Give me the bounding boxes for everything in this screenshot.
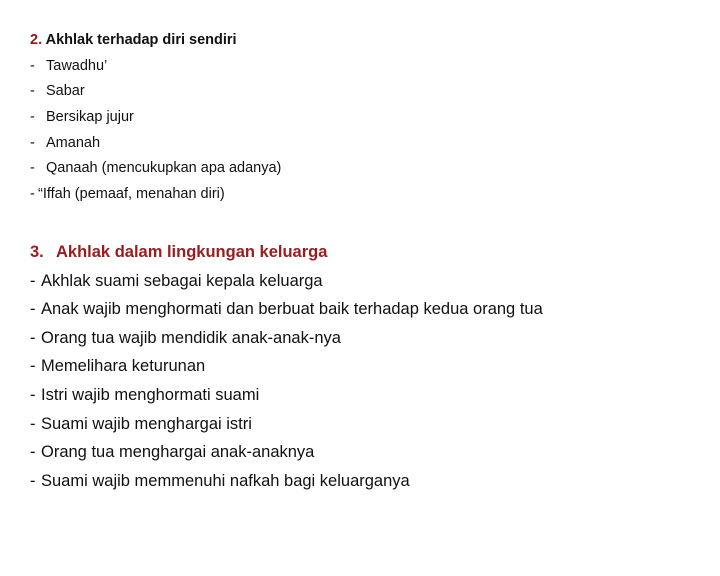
list-item-text: Orang tua menghargai anak-anaknya bbox=[41, 443, 315, 462]
list-item-text: Sabar bbox=[46, 83, 85, 100]
bullet-dash: - bbox=[30, 357, 36, 376]
section-heading bbox=[30, 28, 281, 54]
bullet-dash: - bbox=[30, 385, 36, 404]
bullet-dash: - bbox=[30, 300, 36, 319]
section-title: Akhlak terhadap diri sendiri bbox=[45, 32, 237, 48]
list-item-text: Suami wajib menghargai istri bbox=[41, 414, 252, 433]
list-item bbox=[30, 352, 543, 381]
list-item bbox=[30, 295, 543, 324]
section-heading bbox=[30, 238, 543, 267]
list-item-text: Amanah bbox=[46, 134, 101, 151]
bullet-dash: - bbox=[30, 109, 35, 126]
list-item-text: Memelihara keturunan bbox=[41, 357, 206, 376]
section-akhlak-keluarga bbox=[30, 238, 543, 495]
list-item-text: Orang tua wajib mendidik anak-anak-nya bbox=[41, 328, 341, 347]
list-item bbox=[30, 410, 543, 439]
list-item bbox=[30, 156, 281, 182]
list-item bbox=[30, 324, 543, 353]
list-item bbox=[30, 182, 281, 208]
section-title: Akhlak dalam lingkungan keluarga bbox=[56, 243, 328, 261]
bullet-dash: - bbox=[30, 83, 35, 100]
list-item-text: Qanaah (mencukupkan apa adanya) bbox=[46, 160, 282, 177]
bullet-dash: - bbox=[30, 328, 36, 347]
list-item-text: Suami wajib memmenuhi nafkah bagi keluarganya bbox=[41, 471, 410, 490]
bullet-dash: - bbox=[30, 57, 35, 74]
list-item-text: Istri wajib menghormati suami bbox=[41, 385, 260, 404]
section-number: 3. bbox=[30, 243, 44, 261]
list-item bbox=[30, 467, 543, 496]
list-item bbox=[30, 267, 543, 296]
list-item-text: Tawadhu’ bbox=[46, 57, 108, 74]
list-item bbox=[30, 131, 281, 157]
list-item bbox=[30, 105, 281, 131]
list-item bbox=[30, 381, 543, 410]
list-item bbox=[30, 54, 281, 80]
bullet-dash: - bbox=[30, 160, 35, 177]
bullet-dash: - bbox=[30, 443, 36, 462]
section-akhlak-diri-sendiri bbox=[30, 28, 281, 208]
section-number: 2. bbox=[30, 32, 43, 48]
list-item bbox=[30, 438, 543, 467]
list-item-text: “Iffah (pemaaf, menahan diri) bbox=[38, 186, 225, 203]
list-item bbox=[30, 79, 281, 105]
bullet-dash: - bbox=[30, 186, 35, 203]
list-item-text: Bersikap jujur bbox=[46, 109, 134, 126]
bullet-dash: - bbox=[30, 271, 36, 290]
list-item-text: Anak wajib menghormati dan berbuat baik terhadap kedua orang tua bbox=[41, 300, 543, 319]
bullet-dash: - bbox=[30, 471, 36, 490]
list-item-text: Akhlak suami sebagai kepala keluarga bbox=[41, 271, 323, 290]
bullet-dash: - bbox=[30, 134, 35, 151]
bullet-dash: - bbox=[30, 414, 36, 433]
